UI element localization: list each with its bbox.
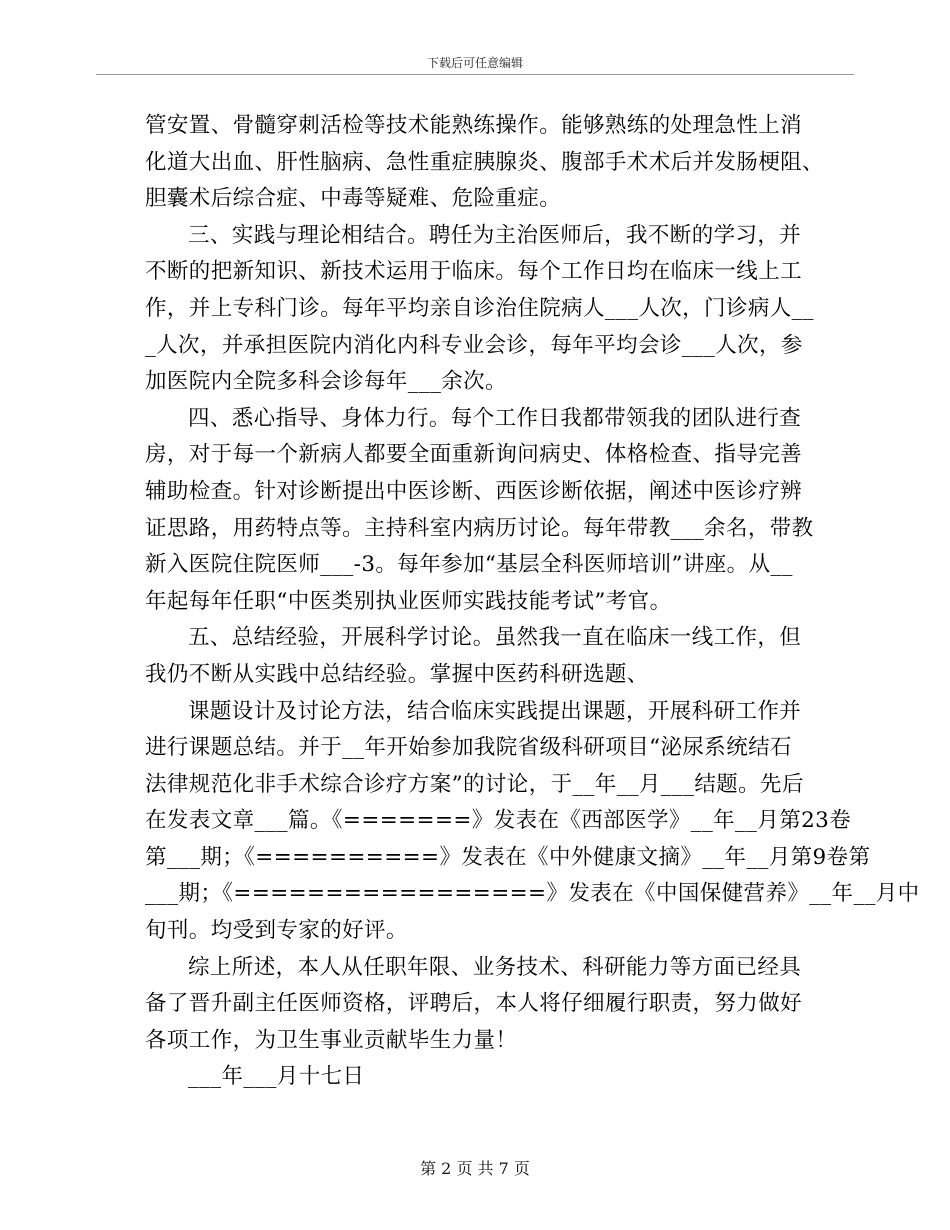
document-body (145, 108, 920, 1096)
text-line: 在发表文章___篇。《=======》发表在《西部医学》__年__月第23卷 (145, 808, 852, 834)
text-line: 不断的把新知识、新技术运用于临床。每个工作日均在临床一线上工 (145, 259, 803, 285)
text-line: 各项工作，为卫生事业贡献毕生力量！ (145, 1027, 518, 1053)
text-line: 作，并上专科门诊。每年平均亲自诊治住院病人___人次，门诊病人__ (145, 295, 814, 321)
text-line: 五、总结经验，开展科学讨论。虽然我一直在临床一线工作，但 (188, 625, 802, 651)
text-line: 备了晋升副主任医师资格，评聘后，本人将仔细履行职责，努力做好 (145, 991, 803, 1017)
text-line: 进行课题总结。并于__年开始参加我院省级科研项目“泌尿系统结石 (145, 735, 792, 761)
text-line: 旬刊。均受到专家的好评。 (145, 918, 408, 944)
text-line: 四、悉心指导、身体力行。每个工作日我都带领我的团队进行查 (188, 405, 802, 431)
text-line: ___年___月十七日 (188, 1064, 365, 1090)
text-line: 三、实践与理论相结合。聘任为主治医师后，我不断的学习，并 (188, 222, 802, 248)
text-line: ___期；《=================》发表在《中国保健营养》__年__月中 (145, 881, 920, 907)
text-line: 房，对于每一个新病人都要全面重新询问病史、体格检查、指导完善 (145, 442, 803, 468)
text-line: 年起每年任职“中医类别执业医师实践技能考试”考官。 (145, 588, 672, 614)
text-line: 新入医院住院医师___-3。每年参加“基层全科医师培训”讲座。从__ (145, 552, 793, 578)
text-line: 辅助检查。针对诊断提出中医诊断、西医诊断依据，阐述中医诊疗辨 (145, 478, 803, 504)
text-line: 法律规范化非手术综合诊疗方案”的讨论，于__年__月___结题。先后 (145, 771, 804, 797)
text-line: 我仍不断从实践中总结经验。掌握中医药科研选题、 (145, 661, 649, 687)
text-line: 管安置、骨髓穿刺活检等技术能熟练操作。能够熟练的处理急性上消 (145, 113, 803, 138)
text-line: 加医院内全院多科会诊每年___余次。 (145, 369, 507, 395)
text-line: 第___期；《==========》发表在《中外健康文摘》__年__月第9卷第 (145, 844, 871, 870)
text-line: _人次，并承担医院内消化内科专业会诊，每年平均会诊___人次，参 (145, 332, 803, 358)
text-line: 胆囊术后综合症、中毒等疑难、危险重症。 (145, 186, 562, 212)
header-divider (96, 74, 854, 75)
text-line: 综上所述，本人从任职年限、业务技术、科研能力等方面已经具 (188, 954, 802, 980)
page-footer: 第 2 页 共 7 页 (420, 1159, 530, 1178)
text-line: 化道大出血、肝性脑病、急性重症胰腺炎、腹部手术术后并发肠梗阻、 (145, 149, 824, 175)
text-line: 证思路，用药特点等。主持科室内病历讨论。每年带教___余名，带教 (145, 515, 814, 541)
text-line: 课题设计及讨论方法，结合临床实践提出课题，开展科研工作并 (188, 698, 802, 724)
page-header: 下载后可任意编辑 (426, 56, 523, 70)
